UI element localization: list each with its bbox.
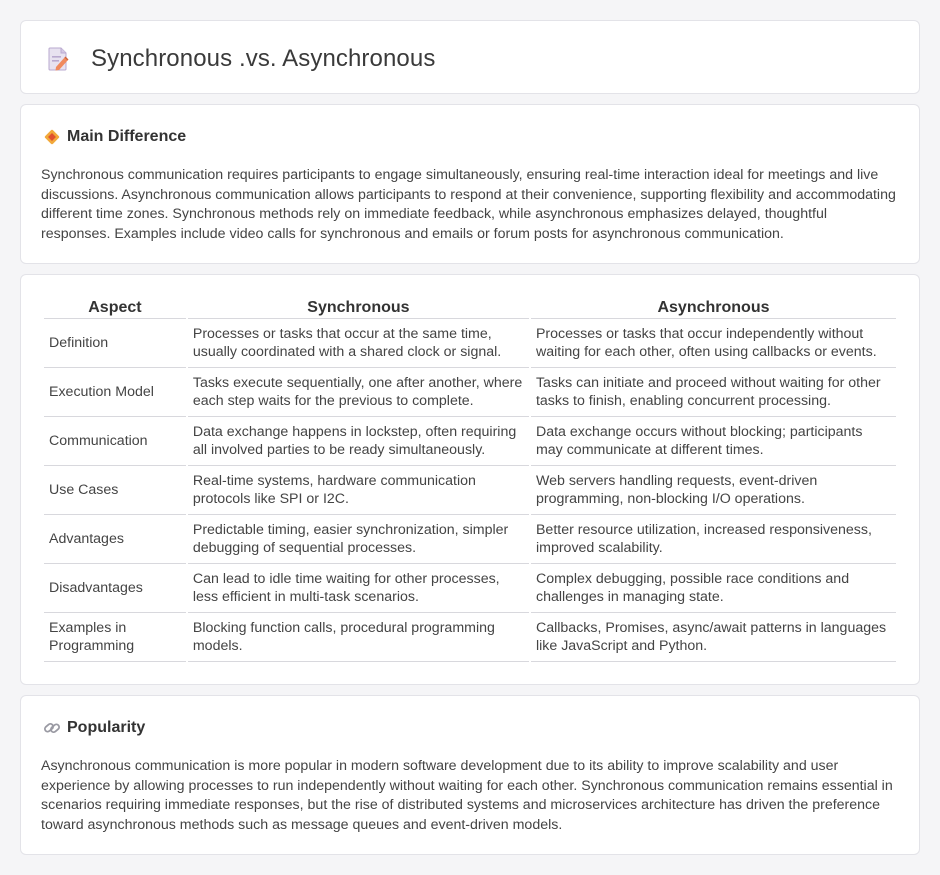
popularity-heading: Popularity (67, 719, 146, 736)
title-row (47, 45, 435, 73)
table-row (44, 515, 896, 564)
link-icon (43, 719, 61, 737)
popularity-card (20, 695, 920, 855)
synchronous-cell: Real-time systems, hardware communication protocols like SPI or I2C. (188, 466, 529, 515)
table-row (44, 368, 896, 417)
table-header-row (44, 296, 896, 319)
asynchronous-cell: Complex debugging, possible race conditions and challenges in managing state. (531, 564, 896, 613)
asynchronous-cell: Processes or tasks that occur independently without waiting for each other, often using callbacks or events. (531, 319, 896, 368)
main-difference-card (20, 104, 920, 264)
main-difference-heading: Main Difference (67, 128, 187, 145)
document-edit-icon (47, 47, 69, 71)
table-row (44, 417, 896, 466)
table-row (44, 466, 896, 515)
aspect-cell: Examples in Programming (44, 613, 186, 662)
synchronous-cell: Data exchange happens in lockstep, often requiring all involved parties to be ready simultaneously. (188, 417, 529, 466)
header-aspect: Aspect (44, 296, 186, 319)
synchronous-cell: Predictable timing, easier synchronization, simpler debugging of sequential processes. (188, 515, 529, 564)
page-title: Synchronous .vs. Asynchronous (91, 45, 436, 72)
main-difference-text: Synchronous communication requires participants to engage simultaneously, ensuring real-time interaction ideal for meetings and live discussions. Asynchronous communication allows participants to respond at their convenience, supporting flexibility and accommodating different time zones. Synchronous methods rely on immediate feedback, while asynchronous emphasizes delayed, thoughtful responses. Examples include video calls for synchronous and emails or forum posts for asynchronous communication. (41, 167, 896, 242)
table-row (44, 319, 896, 368)
synchronous-cell: Can lead to idle time waiting for other processes, less efficient in multi-task scenarios. (188, 564, 529, 613)
asynchronous-cell: Better resource utilization, increased responsiveness, improved scalability. (531, 515, 896, 564)
aspect-cell: Definition (44, 319, 186, 368)
aspect-cell: Advantages (44, 515, 186, 564)
aspect-cell: Use Cases (44, 466, 186, 515)
header-synchronous: Synchronous (188, 296, 529, 319)
popularity-header (43, 719, 145, 737)
asynchronous-cell: Web servers handling requests, event-driven programming, non-blocking I/O operations. (531, 466, 896, 515)
table-row (44, 613, 896, 662)
aspect-cell: Communication (44, 417, 186, 466)
asynchronous-cell: Callbacks, Promises, async/await patterns in languages like JavaScript and Python. (531, 613, 896, 662)
comparison-table (42, 296, 898, 662)
synchronous-cell: Blocking function calls, procedural programming models. (188, 613, 529, 662)
asynchronous-cell: Data exchange occurs without blocking; participants may communicate at different times. (531, 417, 896, 466)
popularity-text: Asynchronous communication is more popular in modern software development due to its ability to improve scalability and user experience by allowing processes to run independently without waiting for each other. Synchronous communication remains essential in scenarios requiring immediate responses, but the rise of distributed systems and microservices architecture has driven the preference toward asynchronous methods such as message queues and event-driven models. (41, 758, 893, 833)
table-row (44, 564, 896, 613)
title-card (20, 20, 920, 94)
aspect-cell: Execution Model (44, 368, 186, 417)
diamond-icon (43, 128, 61, 146)
header-asynchronous: Asynchronous (531, 296, 896, 319)
comparison-card (20, 274, 920, 685)
aspect-cell: Disadvantages (44, 564, 186, 613)
synchronous-cell: Tasks execute sequentially, one after another, where each step waits for the previous to complete. (188, 368, 529, 417)
asynchronous-cell: Tasks can initiate and proceed without waiting for other tasks to finish, enabling concurrent processing. (531, 368, 896, 417)
main-difference-header (43, 128, 186, 146)
synchronous-cell: Processes or tasks that occur at the same time, usually coordinated with a shared clock or signal. (188, 319, 529, 368)
